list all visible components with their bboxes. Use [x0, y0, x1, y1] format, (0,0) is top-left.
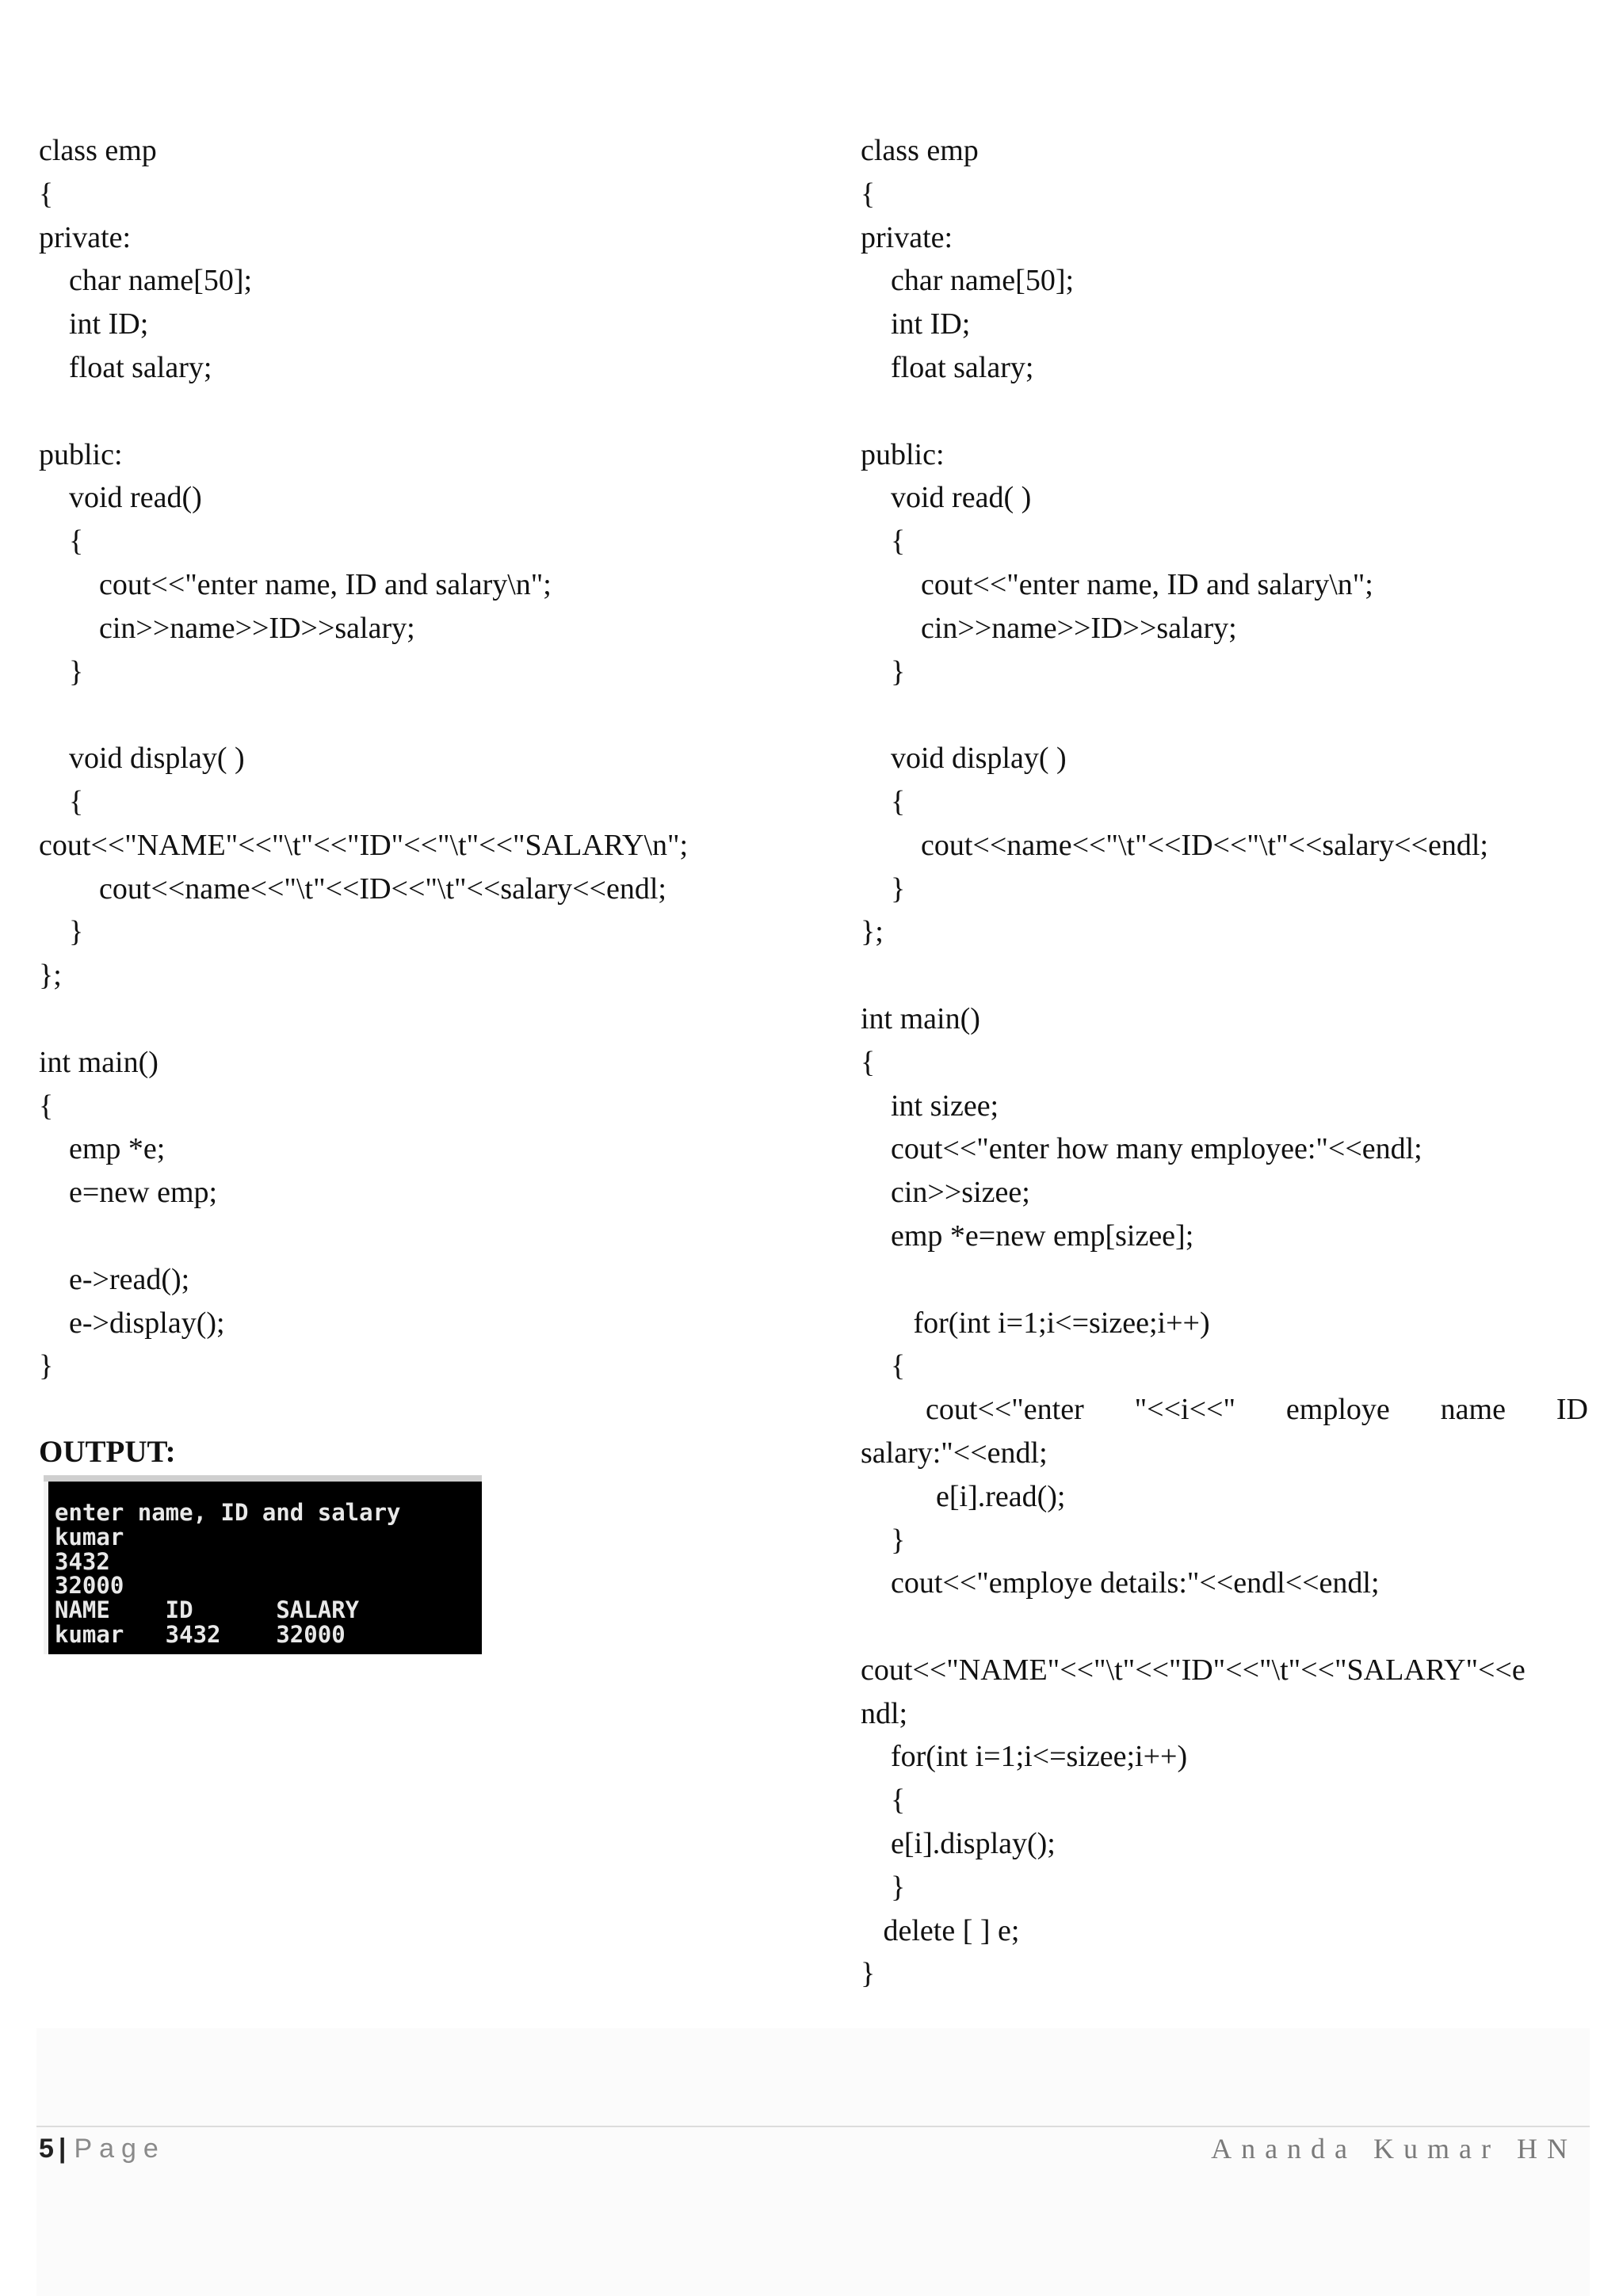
- code-line: cout<<"enter name, ID and salary\n";: [861, 567, 1373, 601]
- console-line: kumar 3432 32000: [55, 1620, 346, 1648]
- code-line: ndl;: [861, 1696, 908, 1730]
- code-line: [861, 1258, 1588, 1302]
- console-line: kumar: [55, 1523, 124, 1550]
- footer-divider: [36, 2126, 1590, 2127]
- code-line: int ID;: [39, 307, 149, 341]
- code-line: {: [39, 1089, 54, 1123]
- code-line: {: [861, 784, 906, 818]
- code-line: }: [861, 1523, 906, 1557]
- code-line: e=new emp;: [39, 1176, 218, 1210]
- code-line: int sizee;: [861, 1089, 999, 1123]
- code-line: {: [39, 524, 84, 559]
- code-line: char name[50];: [861, 264, 1075, 298]
- code-line: cout<<"enter how many employee:"<<endl;: [861, 1132, 1423, 1166]
- code-line: }: [861, 871, 906, 906]
- code-line: e[i].display();: [861, 1827, 1056, 1861]
- code-line: }: [39, 1349, 54, 1383]
- code-line: [39, 997, 768, 1041]
- code-line: cout<<name<<"\t"<<ID<<"\t"<<salary<<endl;: [861, 828, 1488, 862]
- code-line: }: [861, 1870, 906, 1904]
- footer-author: Ananda Kumar HN: [1211, 2133, 1577, 2164]
- code-line: {: [39, 177, 54, 211]
- console-line: enter name, ID and salary: [55, 1499, 401, 1526]
- code-line: }: [39, 654, 84, 688]
- code-line: {: [861, 524, 906, 559]
- code-line: emp *e;: [39, 1132, 166, 1166]
- code-line: };: [861, 915, 884, 949]
- code-line: e[i].read();: [861, 1479, 1066, 1513]
- code-line: cout<<"employe details:"<<endl<<endl;: [861, 1566, 1380, 1600]
- code-line: private:: [861, 220, 953, 254]
- code-line: for(int i=1;i<=sizee;i++): [861, 1306, 1210, 1340]
- code-line: for(int i=1;i<=sizee;i++): [861, 1740, 1188, 1774]
- output-heading: OUTPUT:: [39, 1435, 176, 1469]
- code-line: }: [861, 654, 906, 688]
- code-line: public:: [39, 437, 123, 471]
- code-line: cin>>name>>ID>>salary;: [39, 611, 415, 645]
- code-line: [861, 693, 1588, 737]
- code-line: }: [861, 1957, 876, 1991]
- code-line: int ID;: [861, 307, 971, 341]
- code-line: cout<<"enter name, ID and salary\n";: [39, 567, 552, 601]
- page-label: Page: [74, 2134, 166, 2164]
- code-line: void read( ): [861, 481, 1032, 515]
- console-line: 32000: [55, 1572, 124, 1600]
- code-line: cout<<"NAME"<<"\t"<<"ID"<<"\t"<<"SALARY\n";: [39, 828, 689, 862]
- code-line: [39, 693, 768, 737]
- code-line: e->display();: [39, 1306, 225, 1340]
- code-line: private:: [39, 220, 132, 254]
- code-line: cout<<"enter "<<i<<" employe name ID: [926, 1393, 1588, 1427]
- code-line: [861, 390, 1588, 433]
- console-output-screenshot: [44, 1475, 482, 1654]
- code-line: [39, 390, 768, 433]
- code-line: void display( ): [861, 742, 1067, 776]
- code-line: cin>>name>>ID>>salary;: [861, 611, 1237, 645]
- code-line: cout<<name<<"\t"<<ID<<"\t"<<salary<<endl;: [39, 871, 666, 906]
- console-text-area: [48, 1482, 482, 1654]
- code-line: float salary;: [39, 350, 212, 384]
- code-line: {: [39, 784, 84, 818]
- code-line: {: [861, 1783, 906, 1817]
- code-line: [861, 1605, 1588, 1649]
- code-line: class emp: [39, 134, 157, 167]
- code-line: cout<<"NAME"<<"\t"<<"ID"<<"\t"<<"SALARY"<<e: [861, 1653, 1526, 1687]
- code-line: e->read();: [39, 1262, 190, 1296]
- left-code-column: [39, 129, 768, 1388]
- code-line: char name[50];: [39, 264, 253, 298]
- code-line: };: [39, 959, 62, 993]
- code-line: int main(): [39, 1045, 158, 1079]
- code-line: void display( ): [39, 742, 245, 776]
- console-line: NAME ID SALARY: [55, 1596, 360, 1624]
- code-line: }: [39, 915, 84, 949]
- code-line: cin>>sizee;: [861, 1176, 1030, 1210]
- footer-separator: |: [58, 2134, 67, 2164]
- code-line: [861, 954, 1588, 997]
- right-code-column: [861, 129, 1588, 1996]
- code-line: [39, 1215, 768, 1258]
- code-line: {: [861, 1045, 876, 1079]
- code-line: {: [861, 1349, 906, 1383]
- console-top-edge: [44, 1475, 482, 1482]
- console-line: 3432: [55, 1547, 110, 1575]
- code-line: delete [ ] e;: [861, 1913, 1020, 1947]
- code-line: class emp: [861, 134, 979, 167]
- page-footer-left: [39, 2130, 166, 2168]
- code-line: public:: [861, 437, 945, 471]
- code-line: int main(): [861, 1001, 980, 1035]
- code-line: float salary;: [861, 350, 1034, 384]
- page-number: 5: [39, 2134, 54, 2164]
- code-line: emp *e=new emp[sizee];: [861, 1219, 1194, 1253]
- code-line: void read(): [39, 481, 202, 515]
- code-line: {: [861, 177, 876, 211]
- code-line: salary:"<<endl;: [861, 1436, 1048, 1470]
